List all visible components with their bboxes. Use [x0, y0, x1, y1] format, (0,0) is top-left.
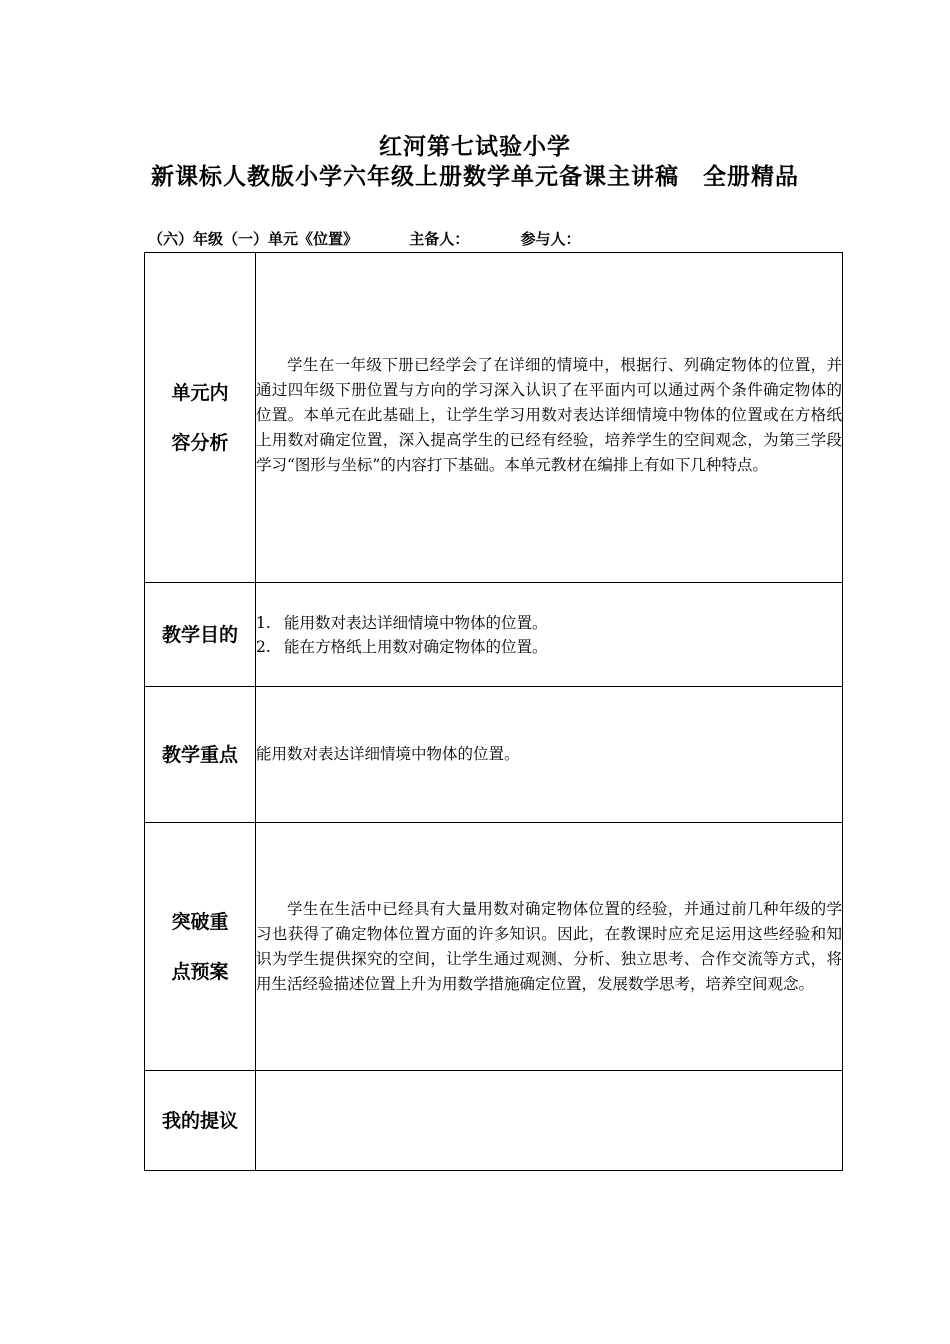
table-row-suggestion: [145, 1071, 843, 1171]
suggestion-label: 我的提议: [145, 1071, 256, 1171]
plan-label-line1: 突破重: [171, 910, 229, 933]
plan-label-line2: 点预案: [171, 960, 229, 983]
analysis-label: [145, 253, 256, 583]
plan-content: [256, 823, 843, 1071]
meta-line: [148, 228, 581, 252]
lesson-plan-table: [144, 252, 843, 1171]
table-row-analysis: [145, 253, 843, 583]
goal-text: 能在方格纸上用数对确定物体的位置。: [284, 637, 548, 656]
plan-label: [145, 823, 256, 1071]
participants-label: 参与人：: [520, 230, 581, 248]
focus-text: 能用数对表达详细情境中物体的位置。: [256, 745, 520, 763]
goal-text: 能用数对表达详细情境中物体的位置。: [284, 613, 548, 632]
analysis-text: 学生在一年级下册已经学会了在详细的情境中，根据行、列确定物体的位置，并通过四年级下册位置与方向的学习深入认识了在平面内可以通过两个条件确定物体的位置。本单元在此基础上，让学生学习用数对表达详细情境中物体的位置或在方格纸上用数对确定位置，深入提高学生的已经有经验，培养学生的空间观念，为第三学段学习“图形与坐标”的内容打下基础。本单元教材在编排上有如下几种特点。: [256, 355, 842, 474]
plan-text: 学生在生活中已经具有大量用数对确定物体位置的经验，并通过前几种年级的学习也获得了确定物体位置方面的许多知识。因此，在教课时应充足运用这些经验和知识为学生提供探究的空间，让学生通过观测、分析、独立思考、合作交流等方式，将用生活经验描述位置上升为用数学措施确定位置，发展数学思考，培养空间观念。: [256, 899, 842, 993]
goals-label: 教学目的: [145, 583, 256, 687]
table-row-plan: [145, 823, 843, 1071]
document-subtitle: 新课标人教版小学六年级上册数学单元备课主讲稿 全册精品: [151, 164, 799, 190]
focus-content: [256, 687, 843, 823]
goal-number: 1.: [256, 613, 271, 632]
analysis-content: [256, 253, 843, 583]
goal-number: 2.: [256, 637, 271, 656]
analysis-label-line1: 单元内: [171, 381, 229, 404]
analysis-label-line2: 容分析: [171, 431, 229, 454]
goals-content: [256, 583, 843, 687]
suggestion-content: [256, 1071, 843, 1171]
list-item: [256, 611, 842, 635]
lead-preparer-label: 主备人：: [409, 230, 470, 248]
table-row-focus: [145, 687, 843, 823]
focus-label: 教学重点: [145, 687, 256, 823]
goals-list: [256, 611, 842, 659]
list-item: [256, 635, 842, 659]
table-row-goals: [145, 583, 843, 687]
school-title: 红河第七试验小学: [379, 134, 571, 160]
grade-unit: （六）年级（一）单元《位置》: [148, 230, 359, 248]
